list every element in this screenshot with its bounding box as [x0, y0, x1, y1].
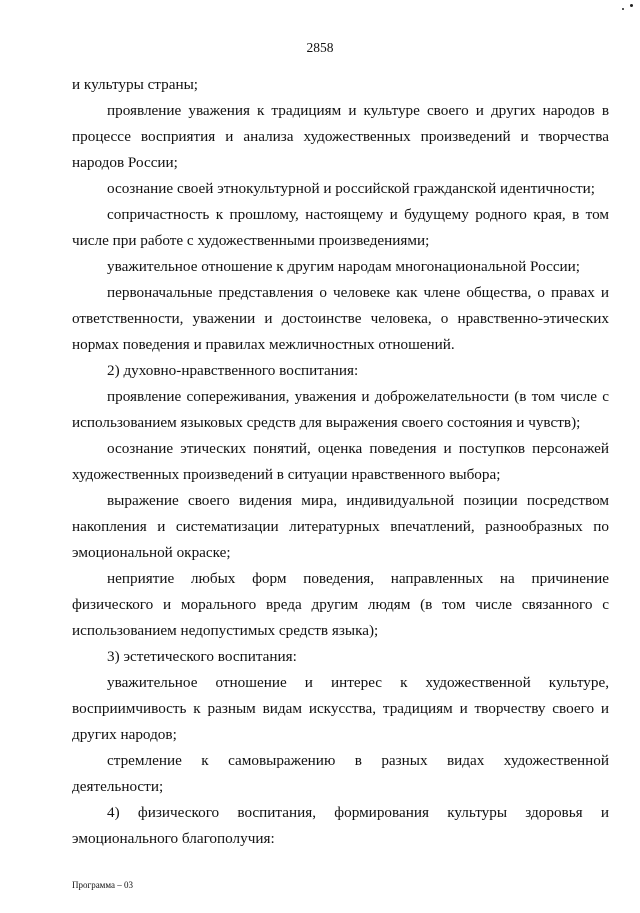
paragraph: уважительное отношение и интерес к художественной культуре, восприимчивость к разным видам искусства, традициям и творчеству своего и других народов; — [72, 674, 609, 743]
paragraph: 3) эстетического воспитания: — [107, 648, 297, 665]
paragraph: осознание этических понятий, оценка поведения и поступков персонажей художественных произведений в ситуации нравственного выбора; — [72, 440, 609, 483]
body-text — [72, 72, 609, 852]
page-number: 2858 — [306, 40, 334, 55]
paragraph: проявление уважения к традициям и культуре своего и других народов в процессе восприятия и анализа художественных произведений и творчества народов России; — [72, 102, 609, 171]
footer-program-label: Программа – 03 — [72, 880, 134, 890]
paragraph: уважительное отношение к другим народам многонациональной России; — [107, 258, 581, 275]
paragraph: неприятие любых форм поведения, направленных на причинение физического и морального вреда другим людям (в том числе связанного с использованием недопустимых средств языка); — [72, 570, 609, 639]
paragraph: 2) духовно-нравственного воспитания: — [107, 362, 359, 379]
paragraph: выражение своего видения мира, индивидуальной позиции посредством накопления и систематизации литературных впечатлений, разнообразных по эмоциональной окраске; — [72, 492, 609, 561]
scan-speck — [622, 8, 624, 10]
paragraph: 4) физического воспитания, формирования культуры здоровья и эмоционального благополучия: — [72, 804, 609, 847]
scan-speck — [630, 4, 633, 7]
paragraph: и культуры страны; — [72, 76, 199, 93]
paragraph: сопричастность к прошлому, настоящему и будущему родного края, в том числе при работе с художественными произведениями; — [72, 206, 609, 249]
paragraph: осознание своей этнокультурной и российской гражданской идентичности; — [107, 180, 595, 197]
paragraph: проявление сопереживания, уважения и доброжелательности (в том числе с использованием языковых средств для выражения своего состояния и чувств); — [72, 388, 609, 431]
paragraph: первоначальные представления о человеке как члене общества, о правах и ответственности, уважении и достоинстве человека, о нравственно-этических нормах поведения и правилах межличностных отношений. — [72, 284, 609, 353]
paragraph: стремление к самовыражению в разных видах художественной деятельности; — [72, 752, 609, 795]
